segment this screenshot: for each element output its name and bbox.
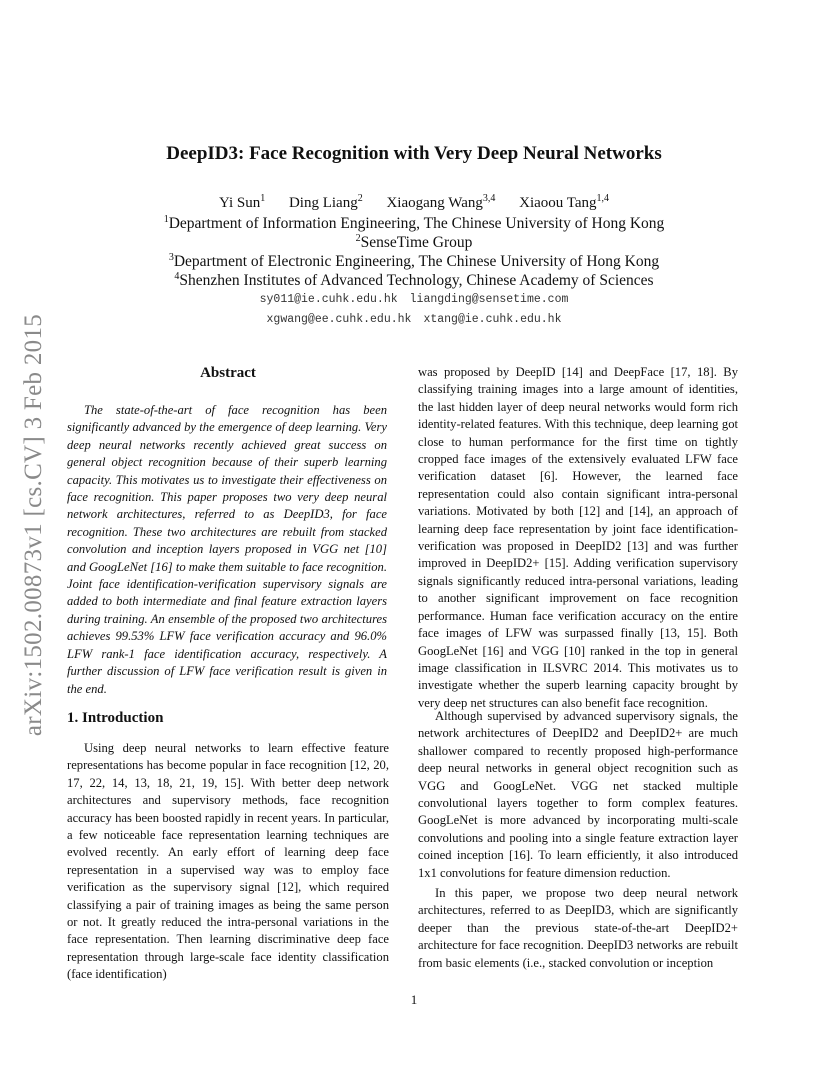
author-list [0, 195, 828, 212]
intro-paragraph: Using deep neural networks to learn effective feature representations has become popular in face recognition [12, 20, 17, 22, 14, 13, 18, 21, 19, 15]. With better deep network architectures and supervisory methods, face recognition accuracy has been boosted rapidly in recent years. In particular, a few noticeable face representation learning techniques are evolved recently. An early effort of learning deep face representation in a supervised way was to employ face verification as the supervisory signal [12], which required classifying a pair of training images as being the same person or not. It greatly reduced the intra-personal variations in the face representation. Then learning discriminative deep face representation through large-scale face identity classification (face identification) [67, 741, 389, 982]
affiliation: $^2$SenseTime Group [355, 232, 473, 251]
author: Ding Liang$^2$ [288, 193, 363, 211]
email-line [0, 313, 828, 326]
body-paragraph: was proposed by DeepID [14] and DeepFace [17, 18]. By classifying training images into a large amount of identities, the last hidden layer of deep neural networks would form rich identity-related features. With this technique, deep learning got close to human performance for the first time on tightly cropped face images of the extensively evaluated LFW face verification dataset [6]. However, the learned face representation could also contain significant intra-personal variations. Motivated by both [12] and [14], an approach of learning deep face representation by joint face identification-verification was proposed in DeepID2 [13] and was further improved in DeepID2+ [15]. Adding verification supervisory signals significantly reduced intra-personal variations, leading to another significant improvement on face recognition performance. Human face verification accuracy on the entire face images of LFW was surpassed finally [13, 15]. Both GoogLeNet [16] and VGG [10] ranked in the top in general image classification in ILSVRC 2014. This motivates us to investigate whether the superb learning capacity brought by very deep net structures can also benefit face recognition. [418, 365, 738, 710]
affiliation: $^1$Department of Information Engineering, The Chinese University of Hong Kong [163, 213, 665, 232]
affiliation: $^4$Shenzhen Institutes of Advanced Technology, Chinese Academy of Sciences [174, 270, 654, 289]
abstract-heading: Abstract [200, 365, 256, 381]
body-paragraph: Although supervised by advanced supervisory signals, the network architectures of DeepID2 and DeepID2+ are much shallower compared to recently proposed high-performance deep neural networks in general object recognition such as VGG and GoogLeNet. VGG net stacked multiple convolutional layers together to form complex features. GoogLeNet is more advanced by incorporating multi-scale convolutions and pooling into a single feature extraction layer coined inception [16]. To learn efficiently, it also introduced 1x1 convolutions for feature dimension reduction. [418, 709, 738, 880]
author: Yi Sun$^1$ [218, 193, 266, 211]
body-paragraph: In this paper, we propose two deep neural network architectures, referred to as DeepID3, which are significantly deeper than the previous state-of-the-art DeepID2+ architecture for face recognition. DeepID3 networks are rebuilt from basic elements (i.e., stacked convolution or inception [418, 886, 738, 970]
email-line [0, 293, 828, 306]
page-number: 1 [410, 992, 418, 1007]
email[interactable]: liangding@sensetime.com [409, 293, 569, 306]
paper-title: DeepID3: Face Recognition with Very Deep Neural Networks [166, 143, 662, 164]
author: Xiaoou Tang$^{1,4}$ [519, 193, 610, 211]
email[interactable]: sy011@ie.cuhk.edu.hk [259, 293, 398, 306]
affiliation: $^3$Department of Electronic Engineering, The Chinese University of Hong Kong [168, 251, 660, 270]
arxiv-stamp: arXiv:1502.00873v1 [cs.CV] 3 Feb 2015 [20, 313, 47, 737]
introduction-heading: 1. Introduction [67, 710, 164, 726]
author: Xiaogang Wang$^{3,4}$ [386, 193, 496, 211]
email[interactable]: xgwang@ee.cuhk.edu.hk [266, 313, 412, 326]
abstract-text: The state-of-the-art of face recognition has been significantly advanced by the emergence of deep learning. Very deep neural networks recently achieved great success on general object recognition because of their superb learning capacity. This motivates us to investigate their effectiveness on face recognition. This paper proposes two very deep neural network architectures, referred to as DeepID3, for face recognition. These two architectures are rebuilt from stacked convolution and inception layers proposed in VGG net [10] and GoogLeNet [16] to make them suitable to face recognition. Joint face identification-verification supervisory signals are added to both intermediate and final feature extraction layers during training. An ensemble of the proposed two architectures achieves 99.53% LFW face verification accuracy and 96.0% LFW rank-1 face identification accuracy, respectively. A further discussion of LFW face verification result is given in the end. [67, 403, 387, 696]
email[interactable]: xtang@ie.cuhk.edu.hk [423, 313, 562, 326]
